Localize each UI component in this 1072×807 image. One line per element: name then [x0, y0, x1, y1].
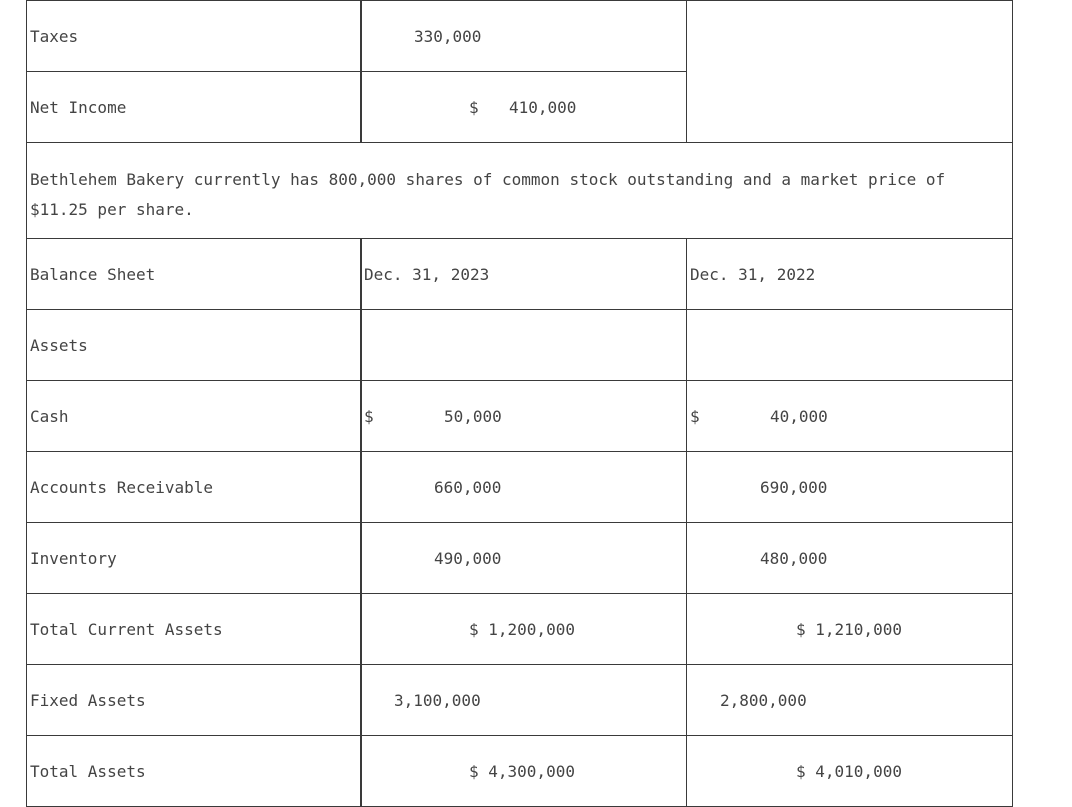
empty-cell — [686, 0, 1013, 143]
label-cell — [26, 309, 362, 381]
value-cell-2023 — [360, 522, 687, 594]
value-cell — [360, 71, 687, 143]
value-cell-2023 — [360, 593, 687, 665]
table-row — [26, 451, 1013, 523]
label-cell — [26, 380, 362, 452]
label-cell — [26, 593, 362, 665]
table-title: Balance Sheet — [30, 265, 156, 284]
label-cell — [26, 0, 362, 72]
value-cell-2022 — [686, 593, 1013, 665]
value-2023: 50,000 — [444, 407, 502, 426]
value-2022: 690,000 — [760, 478, 828, 497]
value-2022: 40,000 — [770, 407, 828, 426]
table-row — [26, 735, 1013, 807]
row-label: Net Income — [30, 98, 127, 117]
column-header-2023: Dec. 31, 2023 — [364, 265, 490, 284]
table-row — [26, 593, 1013, 665]
row-label: Inventory — [30, 549, 117, 568]
row-label: Fixed Assets — [30, 691, 146, 710]
value-2023: $ 1,200,000 — [469, 620, 575, 639]
table-row — [26, 664, 1013, 736]
shares-note — [26, 142, 1013, 239]
currency-sign: $ — [469, 98, 479, 117]
value-cell-2022 — [686, 451, 1013, 523]
value-2022: $ 1,210,000 — [796, 620, 902, 639]
value-cell-2022 — [686, 664, 1013, 736]
value-2023: $ 4,300,000 — [469, 762, 575, 781]
value-2023: 3,100,000 — [394, 691, 481, 710]
currency-sign: $ — [690, 407, 700, 426]
value-cell-2023 — [360, 451, 687, 523]
row-label: Total Current Assets — [30, 620, 223, 639]
value-cell-2023 — [360, 735, 687, 807]
value-2022: $ 4,010,000 — [796, 762, 902, 781]
label-cell — [26, 664, 362, 736]
net-income-value: 410,000 — [509, 98, 577, 117]
table-row — [26, 380, 1013, 452]
row-label: Accounts Receivable — [30, 478, 214, 497]
note-text: Bethlehem Bakery currently has 800,000 shares of common stock outstanding and a market price of $11.25 per share. — [30, 170, 946, 219]
label-cell — [26, 451, 362, 523]
label-cell — [26, 522, 362, 594]
currency-sign: $ — [364, 407, 374, 426]
value-cell — [686, 309, 1013, 381]
row-label: Total Assets — [30, 762, 146, 781]
value-2022: 480,000 — [760, 549, 828, 568]
header-cell-2023 — [360, 238, 687, 310]
header-cell — [26, 238, 362, 310]
label-cell — [26, 71, 362, 143]
table-row — [26, 522, 1013, 594]
row-label: Cash — [30, 407, 69, 426]
taxes-value: 330,000 — [414, 27, 482, 46]
value-cell-2022 — [686, 735, 1013, 807]
value-cell-2022 — [686, 522, 1013, 594]
value-cell-2023 — [360, 380, 687, 452]
value-2023: 660,000 — [434, 478, 502, 497]
column-header-2022: Dec. 31, 2022 — [690, 265, 816, 284]
value-2023: 490,000 — [434, 549, 502, 568]
section-row-assets — [26, 309, 1013, 381]
value-cell — [360, 0, 687, 72]
section-label: Assets — [30, 336, 88, 355]
table-header-row — [26, 238, 1013, 310]
label-cell — [26, 735, 362, 807]
row-label: Taxes — [30, 27, 79, 46]
value-cell-2023 — [360, 664, 687, 736]
value-cell — [360, 309, 687, 381]
header-cell-2022 — [686, 238, 1013, 310]
value-cell-2022 — [686, 380, 1013, 452]
value-2022: 2,800,000 — [720, 691, 807, 710]
